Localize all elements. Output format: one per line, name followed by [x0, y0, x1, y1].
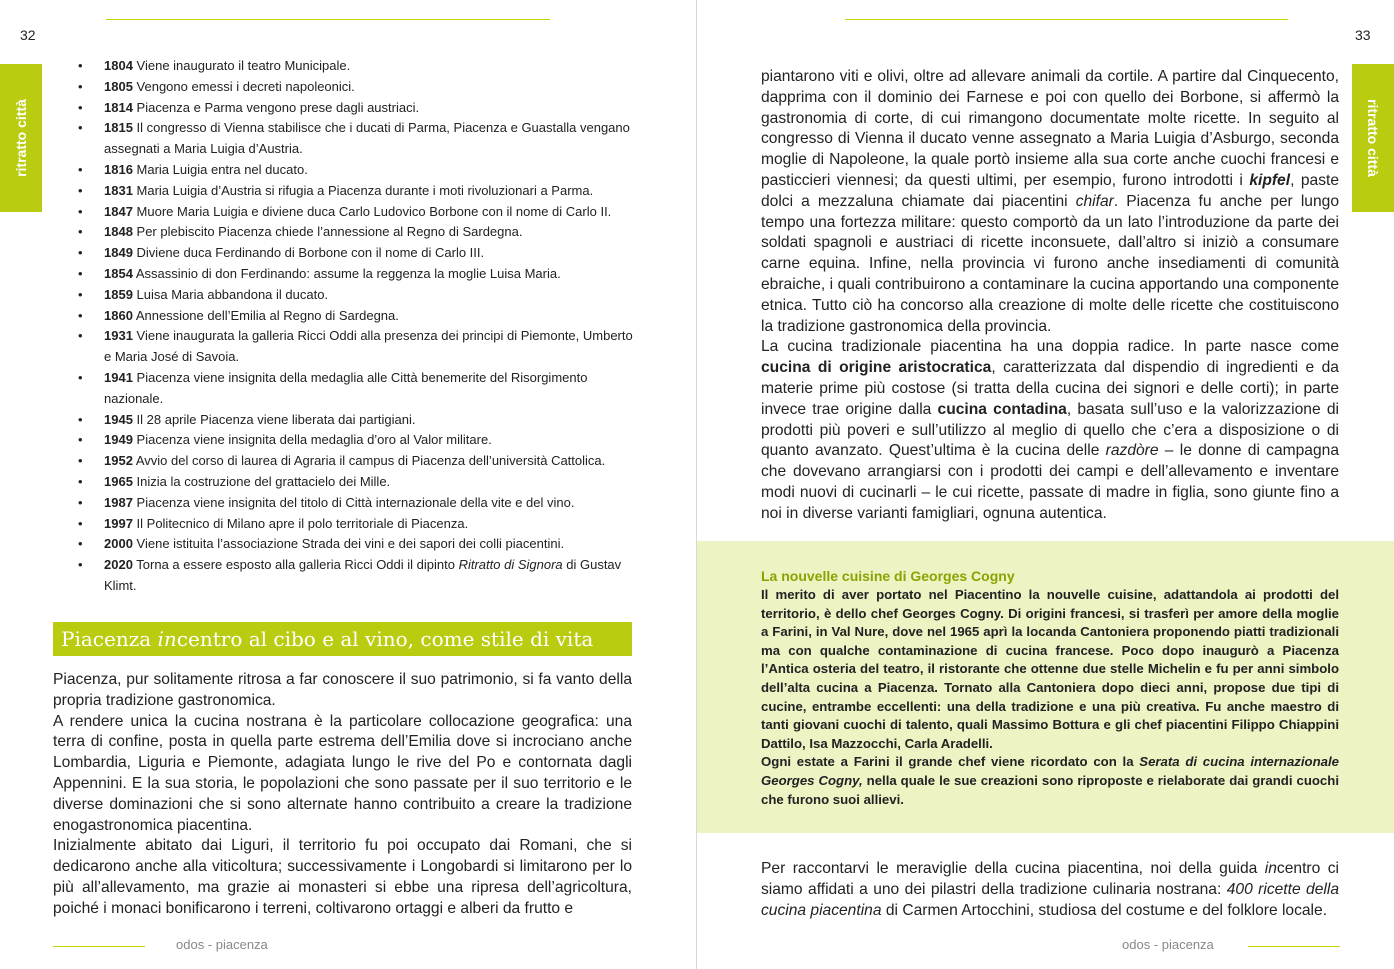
text-run: La cucina tradizionale piacentina ha una doppia radice. In parte nasce come	[761, 338, 1339, 356]
paragraph	[761, 859, 1339, 921]
list-item	[78, 264, 634, 285]
section-tab	[1352, 64, 1394, 212]
timeline-text: Viene istituita l’associazione Strada dei vini e dei sapori dei colli piacentini.	[132, 536, 565, 552]
timeline-year: 1941	[104, 369, 133, 385]
text-run: . Piacenza fu anche per lungo tempo una fortezza militare: questo comportò da un lato l’introduzione da parte dei soldati spagnoli e austriaci di ricette inconsuete, dall’altro si iniziò a consumare carne equina. Infine, nella provincia vi furono anche insediamenti di comunità ebraiche, i quali contribuirono a contaminare la cucina apportando una componente etnica. Tutto ciò ha concorso alla creazione di molte delle ricette che costituiscono la tradizione gastronomica della provincia.	[761, 192, 1339, 335]
list-item	[78, 451, 634, 472]
text-run: , basata sull’uso e la valorizzazione di prodotti più poveri e sull’utilizzo al meglio di quello che c’era a disposizione o di quanto avanzato. Quest’ultima è la cucina delle	[761, 400, 1339, 460]
list-item	[78, 306, 634, 327]
footer-text: odos - piacenza	[176, 937, 268, 952]
timeline-text: Piacenza viene insignita della medaglia d’oro al Valor militare.	[132, 432, 492, 448]
list-item	[78, 368, 634, 410]
emphasis: kipfel	[1249, 171, 1291, 189]
article-body	[761, 67, 1339, 525]
timeline-year: 1804	[104, 58, 133, 73]
list-item	[78, 243, 634, 264]
text-run: Per raccontarvi le meraviglie della cucina piacentina, noi della guida	[761, 860, 1265, 877]
timeline-text: Avvio del corso di laurea di Agraria il campus di Piacenza dell’università Cattolica.	[132, 453, 606, 469]
timeline-text: Maria Luigia d’Austria si rifugia a Piacenza durante i moti rivoluzionari a Parma.	[132, 182, 594, 198]
timeline-text: di Gustav Klimt.	[104, 557, 622, 593]
timeline-year: 1945	[104, 411, 133, 427]
timeline-year: 1831	[104, 182, 133, 198]
timeline-text: Piacenza viene insignita del titolo di Città internazionale della vite e del vino.	[132, 494, 575, 510]
paragraph: A rendere unica la cucina nostrana è la particolare collocazione geografica: una terra di confine, posta in quella parte estrema dell’Emilia dove si incrociano anche Lombardia, Liguria e Piemonte, adagiata lungo le rive del Po e contornata dagli Appennini. E la sua storia, le popolazioni che sono passate per il suo territorio e le diverse dominazioni che si sono alternate hanno contribuito a creare la tradizione enogastronomica piacentina.	[53, 712, 632, 834]
text-run: di Carmen Artocchini, studiosa del costume e del folklore locale.	[881, 901, 1328, 919]
paragraph: Inizialmente abitato dai Liguri, il territorio fu poi occupato dai Romani, che si dedicarono anche alla viticoltura; successivamente i Longobardi si limitarono per lo più all’allevamento, ma grazie ai monasteri si ebbe una ripresa dell’agricoltura, poiché i monaci bonificarono i terreni, coltivarono ortaggi e alberi da frutto e	[53, 837, 632, 917]
section-tab	[0, 64, 42, 212]
timeline-year: 1987	[104, 494, 133, 510]
list-item	[78, 472, 634, 493]
timeline-text: Il Politecnico di Milano apre il polo territoriale di Piacenza.	[132, 515, 469, 531]
timeline-text: Il congresso di Vienna stabilisce che i ducati di Parma, Piacenza e Guastalla vengano assegnati a Maria Luigia d’Austria.	[104, 120, 630, 157]
timeline-text: Per plebiscito Piacenza chiede l’annessione al Regno di Sardegna.	[132, 224, 523, 240]
timeline-year: 1849	[104, 245, 133, 261]
list-item	[78, 493, 634, 514]
timeline-year: 2000	[104, 536, 133, 552]
sidebar-box	[697, 541, 1394, 833]
text-run: – le donne di campagna che dovevano arrangiarsi con i prodotti dei campi e dell’allevamento e inventare modi nuovi di cucinarli – le cui ricette, passate di madre in figlia, sono giunte fino a noi in diverse varianti famigliari, ognuna autentica.	[761, 442, 1340, 522]
timeline-year: 1805	[104, 78, 133, 94]
timeline-year: 1859	[104, 286, 133, 302]
heading-part: centro al cibo e al vino, come stile di vita	[176, 627, 594, 651]
timeline-year: 1965	[104, 473, 133, 489]
timeline-list	[78, 56, 634, 597]
footer-rule	[53, 946, 145, 947]
timeline-text: Muore Maria Luigia e diviene duca Carlo Ludovico Borbone con il nome di Carlo II.	[132, 203, 612, 219]
footer-text: odos - piacenza	[1122, 937, 1214, 952]
timeline-year: 1949	[104, 432, 133, 448]
paragraph	[761, 67, 1339, 337]
timeline-year: 1816	[104, 161, 133, 177]
list-item	[78, 514, 634, 535]
page-number: 32	[20, 27, 36, 43]
footer-rule	[1248, 946, 1340, 947]
top-rule	[845, 19, 1288, 20]
timeline-text: Maria Luigia entra nel ducato.	[132, 161, 308, 177]
paragraph: Piacenza, pur solitamente ritrosa a far conoscere il suo patrimonio, si fa vanto della propria tradizione gastronomica.	[53, 671, 632, 709]
top-rule	[106, 19, 550, 20]
page-number: 33	[1355, 27, 1371, 43]
timeline-year: 1814	[104, 99, 133, 115]
timeline-year: 1815	[104, 120, 133, 136]
box-paragraph	[761, 753, 1339, 809]
list-item	[78, 222, 634, 243]
timeline-text: Il 28 aprile Piacenza viene liberata dai partigiani.	[132, 411, 416, 427]
text-run: piantarono viti e olivi, oltre ad allevare animali da cortile. A partire dal Cinquecento, dapprima con il dominio dei Farnese e poi con quello dei Borbone, si affermò la gastronomia di corte, di cui rimangono documentate molte ricette. In seguito al congresso di Vienna il ducato venne assegnato a Maria Luigia d’Asburgo, seconda moglie di Napoleone, la quale portò insieme alla sua corte anche cuochi francesi e pasticcieri viennesi; da questi ultimi, per esempio, furono introdotti i	[761, 68, 1339, 189]
timeline-text: Piacenza e Parma vengono prese dagli austriaci.	[132, 99, 420, 115]
timeline-year: 1931	[104, 328, 133, 344]
timeline-text: Viene inaugurata la galleria Ricci Oddi alla presenza dei principi di Piemonte, Umberto e Maria José di Savoia.	[104, 328, 633, 365]
timeline-year: 1854	[104, 265, 133, 281]
timeline-text: Vengono emessi i decreti napoleonici.	[132, 78, 355, 94]
heading-part: Piacenza	[61, 627, 158, 651]
right-page	[697, 0, 1394, 969]
painting-title: Ritratto di Signora	[458, 557, 563, 573]
timeline-year: 1860	[104, 307, 133, 323]
text-run: Ogni estate a Farini il grande chef viene ricordato con la	[761, 754, 1140, 770]
timeline-text: Diviene duca Ferdinando di Borbone con il nome di Carlo III.	[132, 245, 485, 261]
section-heading	[53, 622, 632, 656]
timeline-text: Torna a essere esposto alla galleria Ricci Oddi il dipinto	[132, 557, 459, 573]
list-item	[78, 534, 634, 555]
list-item	[78, 77, 634, 98]
paragraph	[761, 337, 1339, 524]
closing-paragraph	[761, 859, 1339, 921]
text-run: centro ci siamo affidati a uno dei pilastri della tradizione culinaria nostrana:	[761, 860, 1339, 898]
list-item	[78, 202, 634, 223]
list-item	[78, 160, 634, 181]
timeline-text: Assassinio di don Ferdinando: assume la reggenza la moglie Luisa Maria.	[132, 265, 561, 281]
timeline-text: Viene inaugurato il teatro Municipale.	[132, 58, 351, 73]
list-item	[78, 326, 634, 368]
timeline-text: Luisa Maria abbandona il ducato.	[132, 286, 329, 302]
list-item	[78, 410, 634, 431]
emphasis: in	[1264, 860, 1277, 877]
timeline-year: 2020	[104, 557, 133, 573]
timeline-year: 1952	[104, 453, 133, 469]
emphasis: chifar	[1075, 192, 1114, 210]
article-body	[53, 670, 632, 920]
emphasis: Serata di cucina internazionale Georges Cogny,	[761, 754, 1339, 788]
text-run: , paste dolci a mezzaluna chiamate dai piacentini	[761, 171, 1339, 210]
section-tab-label: ritratto città	[13, 99, 30, 177]
list-item	[78, 285, 634, 306]
timeline-text: Annessione dell’Emilia al Regno di Sardegna.	[132, 307, 399, 323]
timeline-text: Piacenza viene insignita della medaglia alle Città benemerite del Risorgimento nazionale.	[104, 369, 588, 406]
emphasis: cucina di origine aristocratica	[761, 359, 992, 377]
emphasis: razdòre	[1105, 442, 1159, 460]
list-item	[78, 430, 634, 451]
text-run: , caratterizzata dal dispendio di ingredienti e da materie prime più costose (si tratta della cucina dei signori e delle corti); in parte invece trae origine dalla	[761, 359, 1339, 418]
list-item	[78, 118, 634, 160]
box-title: La nouvelle cuisine di Georges Cogny	[761, 568, 1015, 584]
heading-italic: in	[157, 627, 177, 651]
left-page	[0, 0, 696, 969]
list-item	[78, 555, 634, 597]
timeline-year: 1847	[104, 203, 133, 219]
list-item	[78, 181, 634, 202]
section-tab-label: ritratto città	[1365, 99, 1382, 177]
list-item	[78, 56, 634, 77]
text-run: nella quale le sue creazioni sono riproposte e rielaborate dai grandi cuochi che furono suoi allievi.	[761, 772, 1339, 807]
timeline-text: Inizia la costruzione del grattacielo dei Mille.	[132, 473, 391, 489]
list-item	[78, 98, 634, 119]
emphasis: cucina contadina	[937, 400, 1067, 418]
timeline-year: 1848	[104, 224, 133, 240]
box-paragraph: Il merito di aver portato nel Piacentino la nouvelle cuisine, adattandola ai prodotti del territorio, è dello chef Georges Cogny. Di origini francesi, si trasferì per amore della moglie a Farini, in Val Nure, dove nel 1965 aprì la locanda Cantoniera proponendo piatti tradizionali ma con qualche contaminazione di cucina francese. Poco dopo inaugurò a Piacenza l’Antica osteria del teatro, il ristorante che ottenne due stelle Michelin e fu per anni simbolo dell’alta cucina a Piacenza. Tornato alla Cantoniera dopo dieci anni, propose due tipi di cucine, entrambe eccellenti: una della tradizione e una più creativa. Fu anche maestro di tanti giovani cuochi di talento, quali Massimo Bottura e gli chef piacentini Filippo Chiappini Dattilo, Isa Mazzocchi, Carla Aradelli.	[761, 587, 1339, 751]
timeline-year: 1997	[104, 515, 133, 531]
book-title: 400 ricette della cucina piacentina	[761, 880, 1339, 919]
